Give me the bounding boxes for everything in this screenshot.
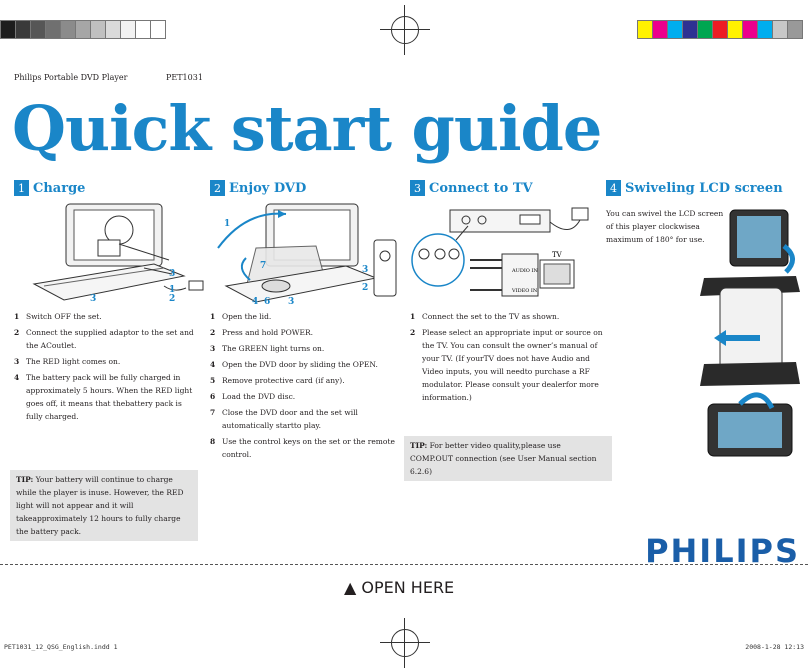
grayscale-color-bar (0, 20, 166, 39)
list-item: 2 Press and hold POWER. (210, 328, 313, 337)
list-item: 4 The battery pack will be fully charged in approximately 5 hours. When the RED light goes off, it means that thebattery pack is fully charged. (14, 373, 193, 421)
callout-7: 7 (260, 261, 267, 271)
philips-logo: PHILIPS (645, 532, 800, 570)
list-item: 8 Use the control keys on the set or the remote control. (210, 437, 395, 459)
connect-tip: TIP: For better video quality,please use COMP.OUT connection (see User Manual section 6.2.6) (404, 436, 612, 481)
callout-3b: 3 (90, 294, 97, 303)
list-item: 1 Switch OFF the set. (14, 312, 102, 321)
swivel-text: You can swivel the LCD screen of this player clockwisea maximum of 180° for use. (606, 209, 724, 244)
callout-1: 1 (169, 285, 176, 295)
fold-line (0, 564, 808, 565)
file-slug: PET1031_12_QSG_English.indd 1 (4, 643, 118, 651)
section-number: 4 (606, 180, 621, 196)
list-item: 7 Close the DVD door and the set will automatically startto play. (210, 408, 358, 430)
callout-2: 2 (362, 283, 369, 293)
list-item: 6 Load the DVD disc. (210, 392, 296, 401)
callout-6: 6 (264, 297, 271, 306)
section-title: Charge (33, 180, 86, 196)
tv-label: TV (552, 251, 562, 259)
process-color-bar (637, 20, 803, 39)
callout-3: 3 (362, 265, 369, 275)
connect-steps (410, 310, 606, 407)
list-item: 5 Remove protective card (if any). (210, 376, 345, 385)
video-in-label: VIDEO IN (512, 288, 538, 294)
charge-illustration (14, 198, 204, 303)
section-title: Enjoy DVD (229, 180, 307, 196)
connect-tv-illustration (410, 204, 600, 304)
section-title: Swiveling LCD screen (625, 180, 783, 196)
section-swivel-header (606, 180, 783, 196)
section-title: Connect to TV (429, 180, 533, 196)
callout-4: 4 (252, 297, 259, 306)
callout-1: 1 (224, 219, 231, 229)
charge-steps (14, 310, 196, 426)
registration-mark-bottom (391, 629, 419, 657)
section-number: 3 (410, 180, 425, 196)
list-item: 1 Connect the set to the TV as shown. (410, 312, 560, 321)
callout-3b: 3 (288, 297, 295, 306)
page-title: Quick start guide (12, 92, 602, 165)
list-item: 3 The RED light comes on. (14, 357, 121, 366)
list-item: 2 Connect the supplied adaptor to the set and the ACoutlet. (14, 328, 194, 350)
section-connect-header (410, 180, 533, 196)
charge-tip: TIP: Your battery will continue to charge while the player is inuse. However, the RED light will not appear and it will takeapproximately 12 hours to fully charge the battery pack. (10, 470, 198, 541)
enjoy-steps (210, 310, 398, 464)
swivel-illustration (700, 208, 800, 480)
product-name: Philips Portable DVD Player (14, 73, 128, 82)
section-charge-header (14, 180, 85, 196)
enjoy-dvd-illustration (206, 198, 406, 306)
list-item: 1 Open the lid. (210, 312, 272, 321)
list-item: 2 Please select an appropriate input or source on the TV. You can consult the owner’s manual of your TV. (If yourTV does not have Audio and Video inputs, you will needto purchase a RF modulator. Please consult your dealerfor more information.) (410, 328, 603, 402)
open-here-label: ▲ OPEN HERE (344, 578, 455, 597)
print-date: 2008-1-28 12:13 (745, 643, 804, 651)
audio-in-label: AUDIO IN (512, 268, 538, 274)
list-item: 4 Open the DVD door by sliding the OPEN. (210, 360, 378, 369)
registration-mark-top (391, 16, 419, 44)
model-number: PET1031 (166, 73, 203, 82)
list-item: 3 The GREEN light turns on. (210, 344, 325, 353)
section-number: 2 (210, 180, 225, 196)
callout-2: 2 (169, 294, 176, 303)
callout-3: 3 (169, 269, 176, 279)
section-enjoy-header (210, 180, 306, 196)
section-number: 1 (14, 180, 29, 196)
